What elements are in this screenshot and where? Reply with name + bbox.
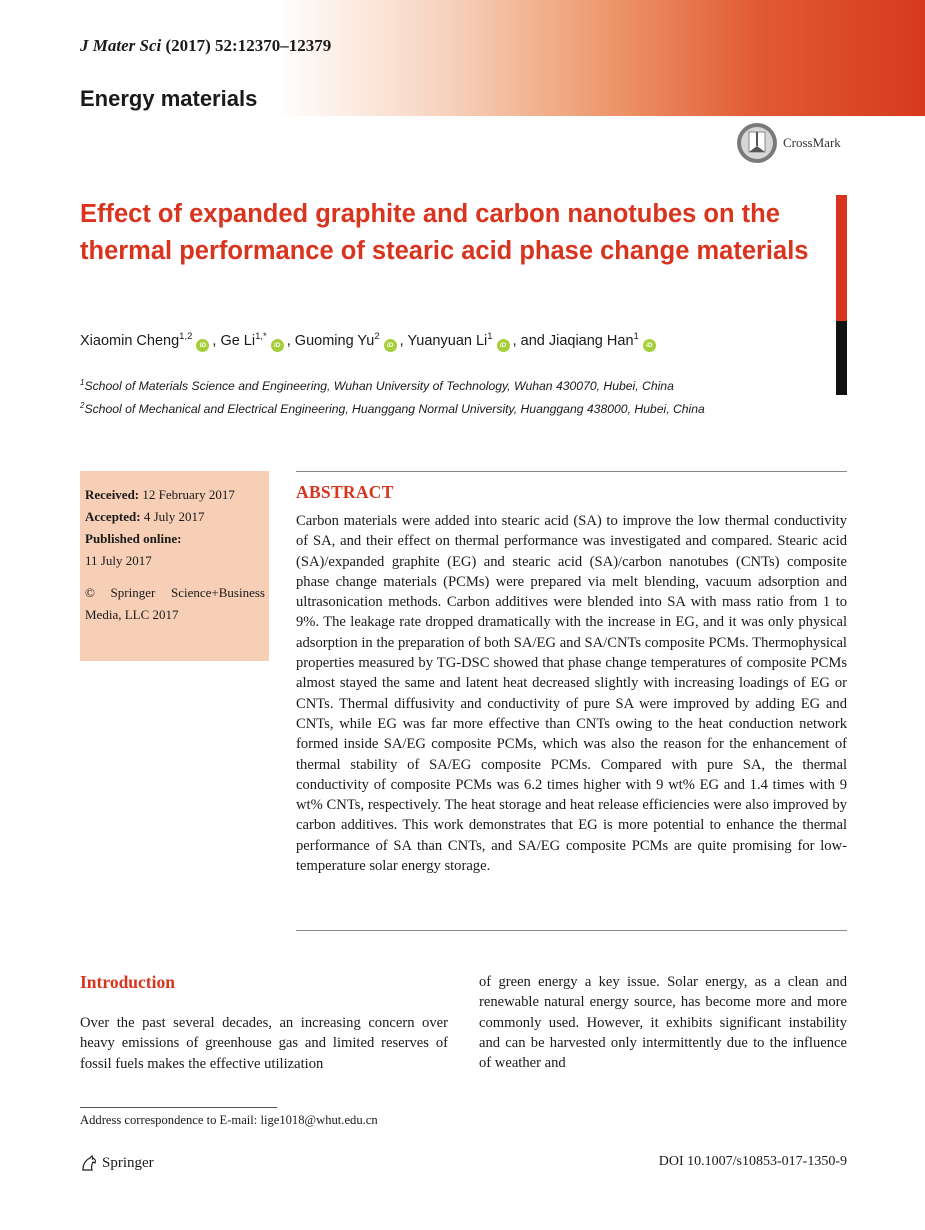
crossmark-badge[interactable]	[736, 122, 841, 164]
introduction-column-left: Over the past several decades, an increasing concern over heavy emissions of greenhouse gas and limited reserves of fossil fuels makes the effective utilization	[80, 1015, 448, 1072]
author-connector: and	[520, 332, 545, 349]
abstract-top-rule	[296, 471, 847, 472]
publisher-name: Springer	[102, 1154, 154, 1171]
crossmark-icon	[736, 122, 778, 164]
abstract-bottom-rule	[296, 930, 847, 931]
published-label: Published online:	[85, 531, 182, 546]
doi-label[interactable]: DOI 10.1007/s10853-017-1350-9	[658, 1154, 847, 1169]
affiliation-text: School of Mechanical and Electrical Engineering, Huanggang Normal University, Huanggang 438000, Hubei, China	[84, 402, 705, 417]
orcid-icon[interactable]: iD	[497, 339, 510, 352]
published-value: 11 July 2017	[85, 553, 152, 568]
abstract-heading: ABSTRACT	[296, 482, 394, 502]
author-affiliation-marker: 2	[374, 331, 380, 342]
author-affiliation-marker: 1,*	[255, 331, 267, 342]
affiliation-number: 2	[80, 401, 85, 411]
accepted-date	[85, 506, 265, 528]
published-label-row	[85, 528, 265, 550]
author-name: Guoming Yu	[294, 332, 375, 349]
journal-volume: (2017) 52:12370–12379	[165, 36, 332, 55]
publisher-mark	[80, 1154, 154, 1172]
orcid-icon[interactable]: iD	[196, 339, 209, 352]
side-bar-dark	[836, 321, 847, 395]
author-name: Yuanyuan Li	[407, 332, 488, 349]
author-affiliation-marker: 1	[487, 331, 493, 342]
footnote-rule	[80, 1107, 277, 1108]
affiliations	[80, 373, 705, 419]
article-history-box	[80, 471, 269, 661]
received-label: Received:	[85, 487, 140, 502]
journal-name: J Mater Sci	[80, 36, 162, 55]
orcid-icon[interactable]: iD	[271, 339, 284, 352]
crossmark-label: CrossMark	[783, 135, 841, 150]
springer-horse-icon	[80, 1154, 98, 1172]
author-name: Ge Li	[220, 332, 256, 349]
author-name: Jiaqiang Han	[548, 332, 634, 349]
author-name: Xiaomin Cheng	[80, 332, 180, 349]
abstract-body: Carbon materials were added into stearic acid (SA) to improve the low thermal conductivity of SA, and their effect on thermal performance was investigated and compared. Stearic acid (SA)/expanded graphite (EG) and stearic acid (SA)/carbon nanotubes (CNTs) composite phase change materials (PCMs) were prepared via melt blending, vacuum adsorption and ultrasonication methods. Carbon additives were blended into SA with mass ratio from 1 to 9%. The leakage rate dropped dramatically with the increase in EG, and it was only physical adsorption in the preparation of both SA/EG and SA/CNTs composite PCMs. Thermophysical properties measured by TG-DSC showed that phase change temperatures of composite PCMs almost stayed the same and latent heat decreased slightly with increasing loadings of EG or CNTs. Thermal diffusivity and conductivity of pure SA were improved by adding EG and CNTs, while EG was far more effective than CNTs owing to the heat conduction network formed inside SA/EG composite PCMs, which was also the reason for the enhancement of thermal stability of SA/EG composite PCMs. Compared with pure SA, the thermal conductivity of composite PCMs was 6.2 times higher with 9 wt% EG and 1.4 times with 9 wt% CNTs, respectively. The heat storage and heat release efficiencies were also improved by carbon additives. This work demonstrates that EG is more potential to enhance the thermal performance of SA than CNTs, and SA/EG composite PCMs are quite promising for low-temperature solar energy storage.	[296, 513, 847, 875]
author-list: Xiaomin Cheng$^{1,2}$iD , Ge $Li^{1,*}iD$ , Guoming Yu$^2$iD , Yuanyuan Li$^1$iD , and Jiaqiang Han$^1$iD	[80, 331, 659, 352]
accepted-value: 4 July 2017	[143, 509, 205, 524]
correspondence-footnote: Address correspondence to E-mail: lige1018@whut.edu.cn	[80, 1113, 378, 1127]
author-affiliation-marker: 1,2	[179, 331, 193, 342]
accepted-label: Accepted:	[85, 509, 141, 524]
received-value: 12 February 2017	[142, 487, 235, 502]
section-label: Energy materials	[80, 86, 258, 111]
author-affiliation-marker: 1	[633, 331, 639, 342]
received-date	[85, 484, 265, 506]
journal-citation	[80, 36, 331, 56]
side-bar-accent	[836, 195, 847, 321]
orcid-icon[interactable]: iD	[384, 339, 397, 352]
copyright-notice: © Springer Science+Business Media, LLC 2017	[85, 585, 265, 622]
article-title: Effect of expanded graphite and carbon nanotubes on the thermal performance of stearic acid phase change materials	[80, 200, 809, 265]
introduction-column-right: of green energy a key issue. Solar energy, as a clean and renewable natural energy source, has become more and more commonly used. However, it exhibits significant instability and can be harvested only intermittently due to the influence of weather and	[479, 974, 847, 1072]
affiliation-item	[80, 396, 705, 419]
affiliation-number: 1	[80, 378, 85, 387]
introduction-heading: Introduction	[80, 972, 175, 992]
orcid-icon[interactable]: iD	[643, 339, 656, 352]
affiliation-item	[80, 373, 705, 396]
affiliation-text: School of Materials Science and Engineering, Wuhan University of Technology, Wuhan 430070, Hubei, China	[84, 379, 674, 394]
